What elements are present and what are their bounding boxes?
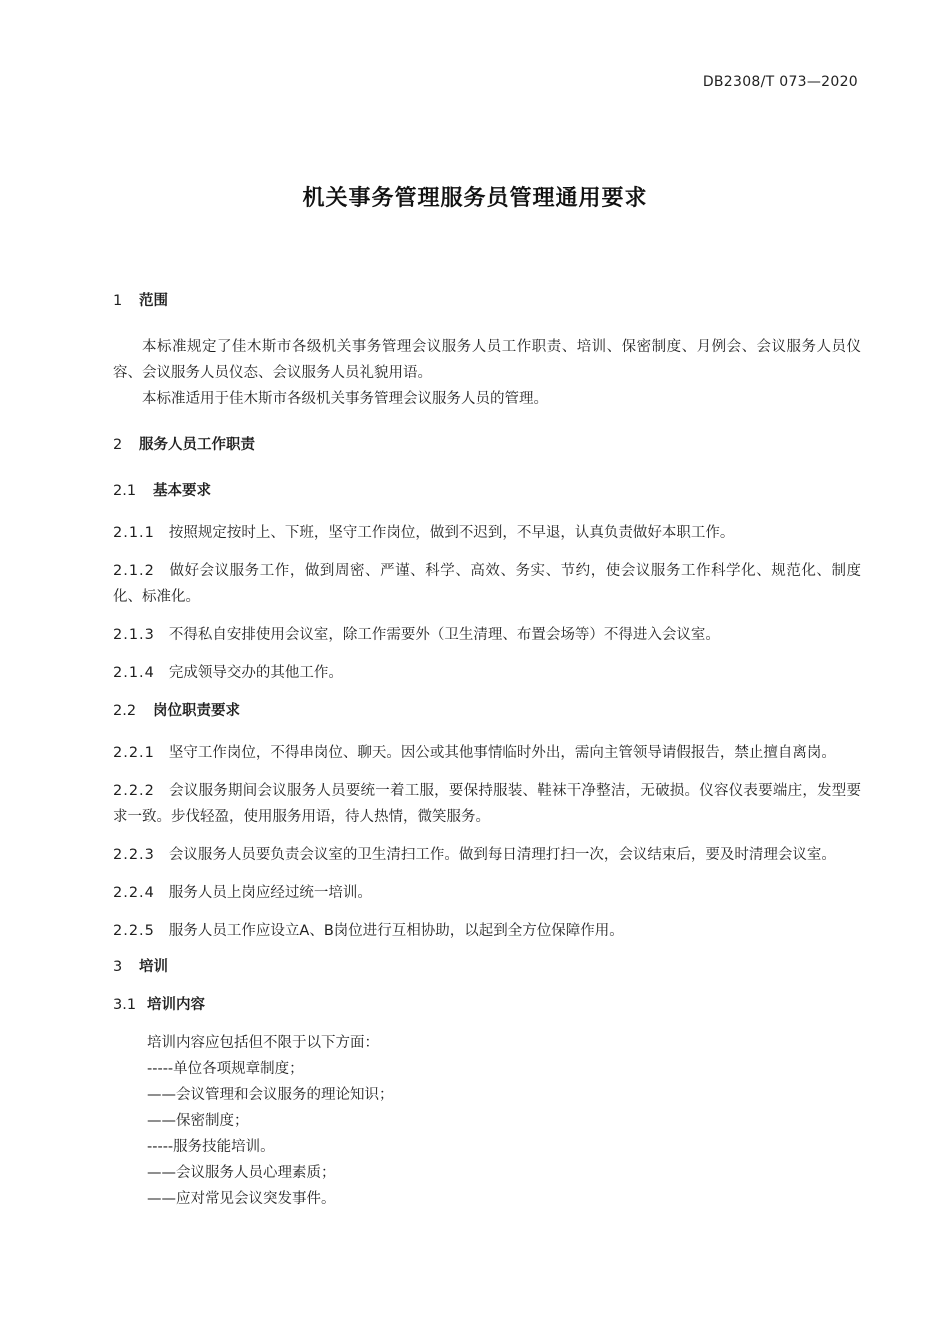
document-code: DB2308/T 073—2020	[702, 74, 858, 90]
list-item: ——应对常见会议突发事件。	[147, 1191, 336, 1207]
clause-2-1-1	[113, 520, 861, 546]
clause-2-1-4	[113, 660, 861, 686]
training-content-list	[147, 1030, 861, 1212]
clause-text: 不得私自安排使用会议室，除工作需要外（卫生清理、布置会场等）不得进入会议室。	[168, 627, 720, 643]
section-number: 3.1	[113, 997, 137, 1013]
clause-number: 2.1.2	[113, 563, 155, 579]
clause-text: 会议服务期间会议服务人员要统一着工服，要保持服装、鞋袜干净整洁，无破损。仪容仪表要端庄，发型要求一致。步伐轻盈，使用服务用语，待人热情，微笑服务。	[113, 783, 861, 825]
clause-number: 2.2.3	[113, 847, 155, 863]
clause-number: 2.2.2	[113, 783, 155, 799]
section-number: 2.1	[113, 483, 137, 499]
section-2-1-heading	[113, 478, 861, 504]
clause-number: 2.1.4	[113, 665, 155, 681]
list-intro: 培训内容应包括但不限于以下方面：	[147, 1035, 379, 1051]
section-title: 培训内容	[147, 997, 205, 1013]
section-1-heading	[113, 288, 861, 314]
section-2-heading	[113, 432, 861, 458]
clause-text: 坚守工作岗位，不得串岗位、聊天。因公或其他事情临时外出，需向主管领导请假报告，禁止擅自离岗。	[168, 745, 836, 761]
list-item: ——保密制度；	[147, 1113, 249, 1129]
clause-number: 2.2.5	[113, 923, 155, 939]
section-number: 1	[113, 293, 123, 309]
list-item: ——会议管理和会议服务的理论知识；	[147, 1087, 394, 1103]
clause-number: 2.1.1	[113, 525, 155, 541]
list-item: -----服务技能培训。	[147, 1139, 275, 1155]
clause-2-2-3	[113, 842, 861, 868]
clause-2-2-2	[113, 778, 861, 830]
section-number: 2	[113, 437, 123, 453]
section-number: 2.2	[113, 703, 137, 719]
clause-2-1-3	[113, 622, 861, 648]
clause-text: 服务人员工作应设立A、B岗位进行互相协助，以起到全方位保障作用。	[168, 923, 624, 939]
clause-number: 2.1.3	[113, 627, 155, 643]
section-title: 培训	[139, 959, 168, 975]
clause-text: 按照规定按时上、下班，坚守工作岗位，做到不迟到，不早退，认真负责做好本职工作。	[168, 525, 735, 541]
clause-text: 会议服务人员要负责会议室的卫生清扫工作。做到每日清理打扫一次，会议结束后，要及时清理会议室。	[168, 847, 836, 863]
scope-paragraph-1: 本标准规定了佳木斯市各级机关事务管理会议服务人员工作职责、培训、保密制度、月例会、会议服务人员仪容、会议服务人员仪态、会议服务人员礼貌用语。	[113, 339, 861, 381]
section-3-heading	[113, 954, 861, 980]
clause-text: 服务人员上岗应经过统一培训。	[168, 885, 372, 901]
scope-paragraph-2: 本标准适用于佳木斯市各级机关事务管理会议服务人员的管理。	[142, 391, 548, 407]
document-title: 机关事务管理服务员管理通用要求	[302, 186, 648, 211]
list-item: ——会议服务人员心理素质；	[147, 1165, 336, 1181]
section-title: 基本要求	[153, 483, 211, 499]
section-title: 服务人员工作职责	[139, 437, 255, 453]
list-item: -----单位各项规章制度；	[147, 1061, 304, 1077]
section-title: 范围	[139, 293, 168, 309]
clause-text: 做好会议服务工作，做到周密、严谨、科学、高效、务实、节约，使会议服务工作科学化、规范化、制度化、标准化。	[113, 563, 861, 605]
clause-number: 2.2.4	[113, 885, 155, 901]
clause-number: 2.2.1	[113, 745, 155, 761]
document-body	[113, 288, 861, 1212]
clause-2-2-1	[113, 740, 861, 766]
clause-text: 完成领导交办的其他工作。	[168, 665, 343, 681]
clause-2-1-2	[113, 558, 861, 610]
section-3-1-heading	[113, 992, 861, 1018]
section-number: 3	[113, 959, 123, 975]
section-2-2-heading	[113, 698, 861, 724]
clause-2-2-4	[113, 880, 861, 906]
section-title: 岗位职责要求	[153, 703, 240, 719]
clause-2-2-5	[113, 918, 861, 944]
